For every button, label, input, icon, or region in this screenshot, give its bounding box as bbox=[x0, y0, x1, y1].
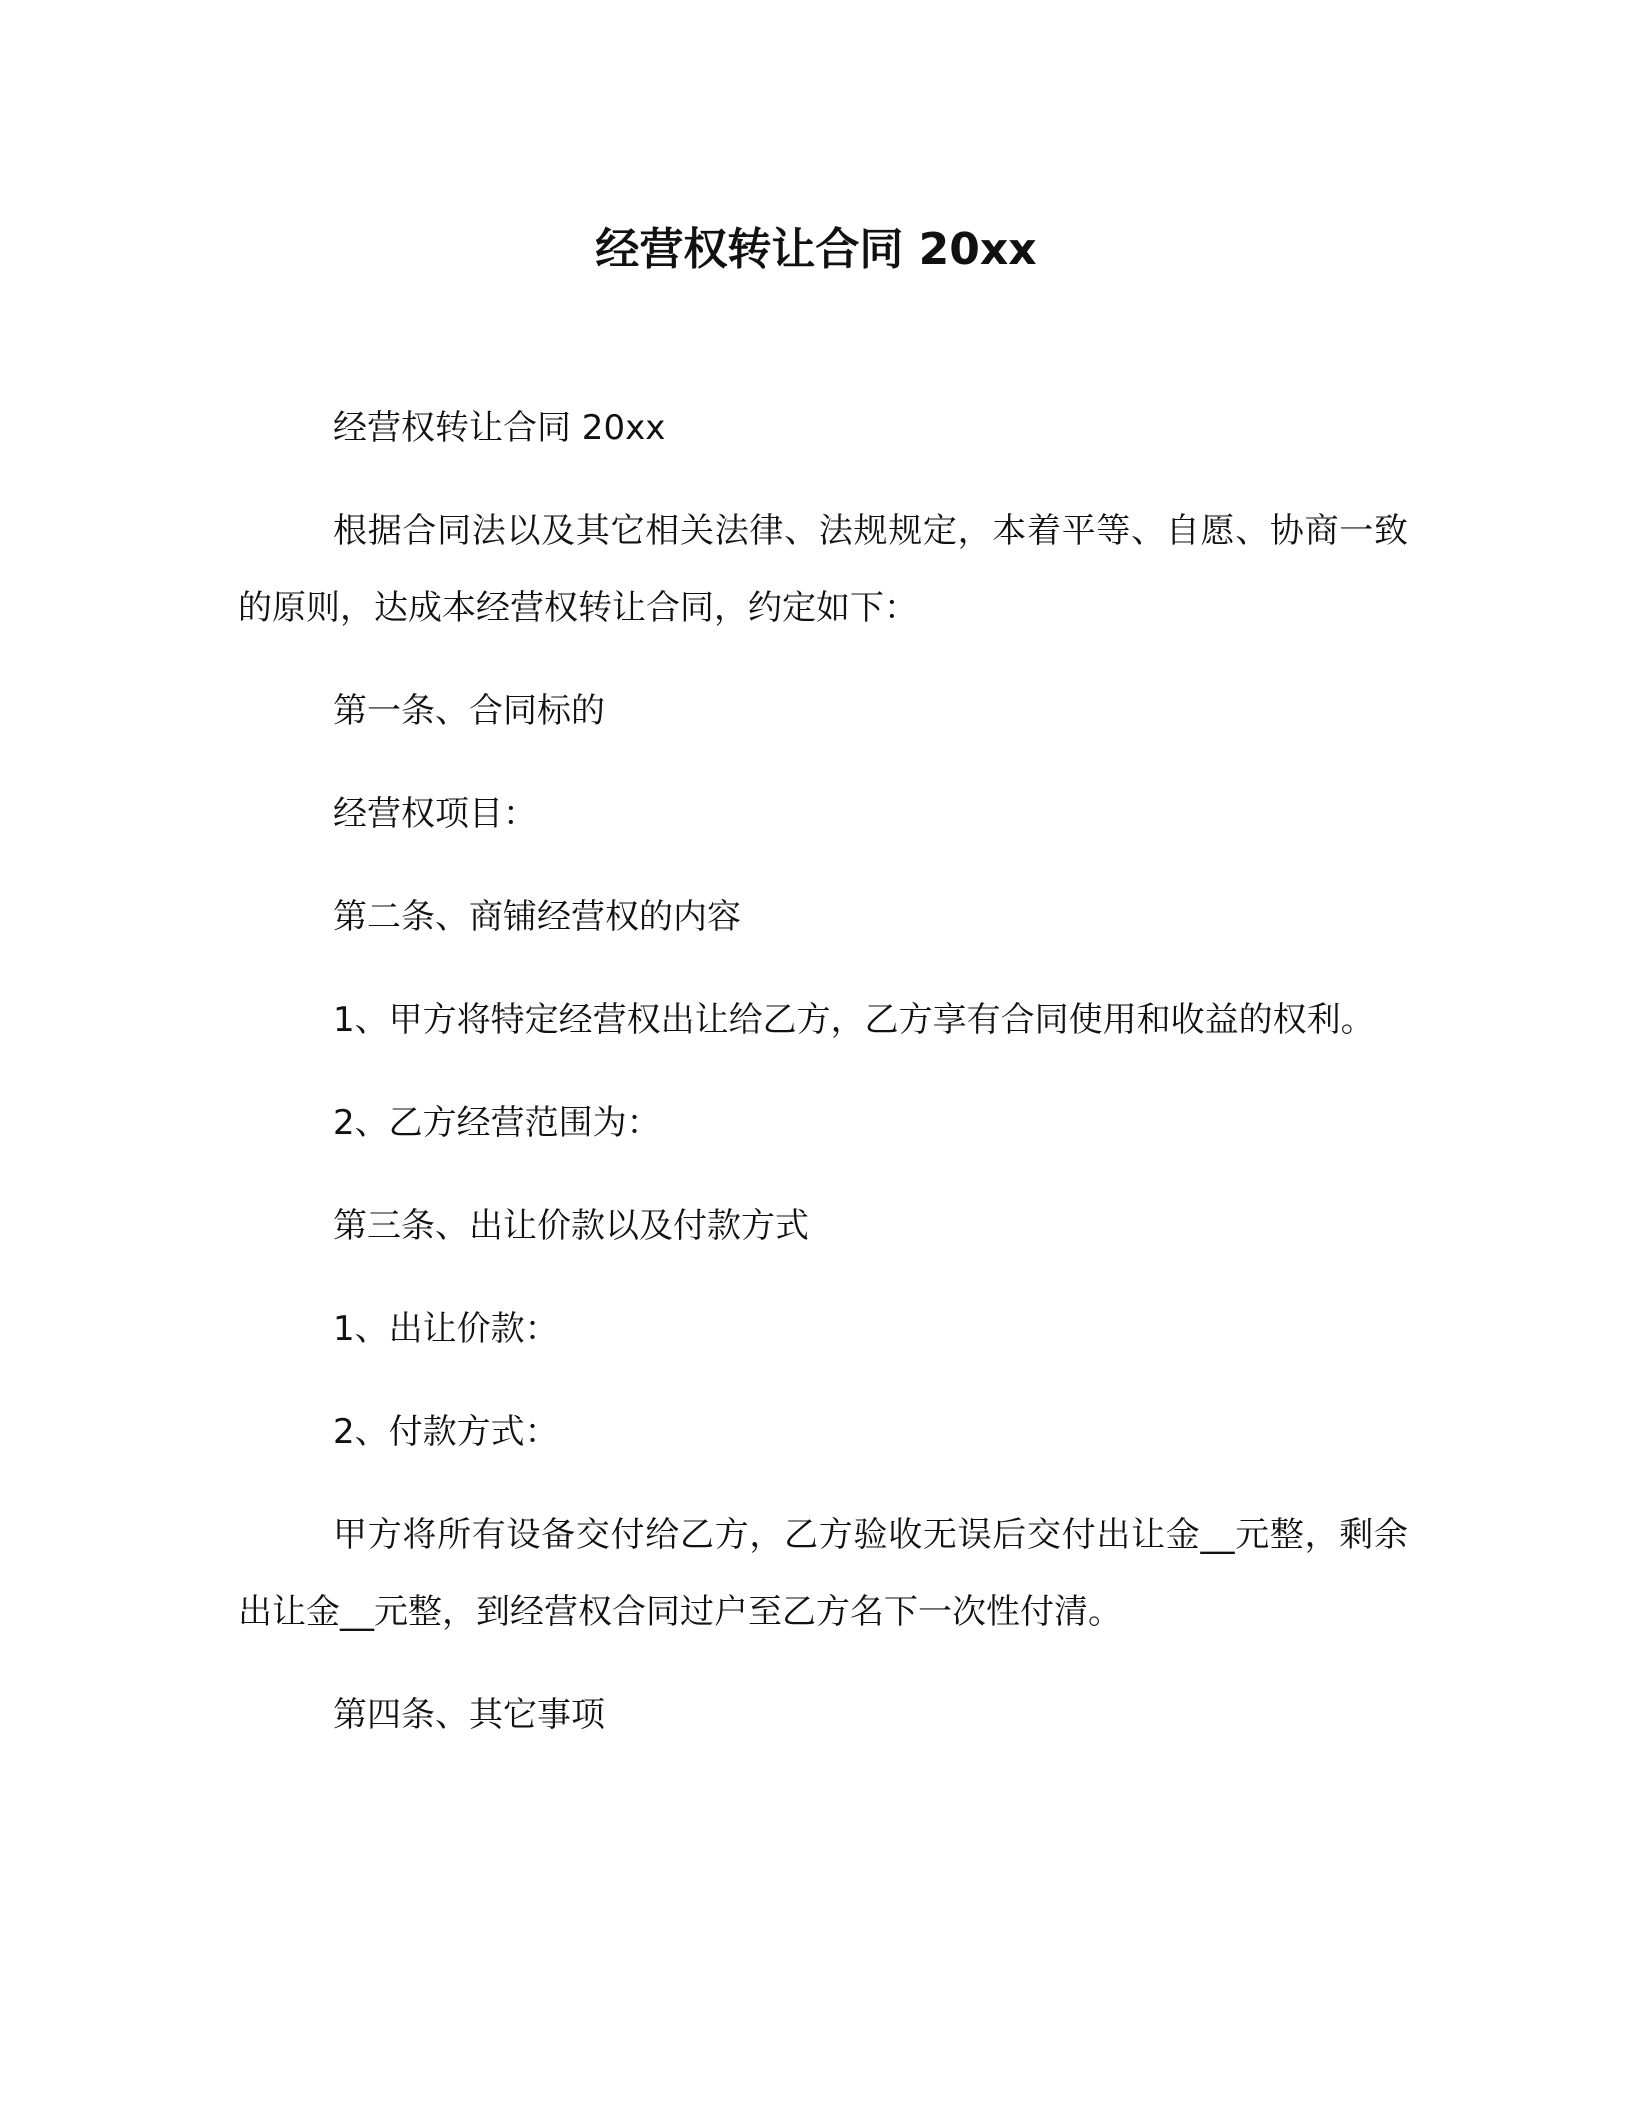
document-body bbox=[238, 390, 1408, 1780]
article-3-heading: 第三条、出让价款以及付款方式 bbox=[333, 1206, 809, 1246]
paragraph-subtitle: 经营权转让合同 20xx bbox=[333, 408, 666, 448]
paragraph-project: 经营权项目： bbox=[333, 794, 537, 834]
article-4-heading: 第四条、其它事项 bbox=[333, 1695, 605, 1735]
article-2-item-1: 1、甲方将特定经营权出让给乙方，乙方享有合同使用和收益的权利。 bbox=[333, 1000, 1375, 1040]
article-3-item-2: 2、付款方式： bbox=[333, 1412, 559, 1452]
paragraph-preamble: 根据合同法以及其它相关法律、法规规定，本着平等、自愿、协商一致的原则，达成本经营权转让合同，约定如下： bbox=[238, 511, 1408, 628]
article-1-heading: 第一条、合同标的 bbox=[333, 691, 605, 731]
article-2-item-2: 2、乙方经营范围为： bbox=[333, 1103, 661, 1143]
article-3-item-1: 1、出让价款： bbox=[333, 1309, 559, 1349]
document-title: 经营权转让合同 20xx bbox=[595, 224, 1037, 275]
paragraph-payment-terms: 甲方将所有设备交付给乙方，乙方验收无误后交付出让金__元整，剩余出让金__元整，到经营权合同过户至乙方名下一次性付清。 bbox=[238, 1515, 1408, 1632]
article-2-heading: 第二条、商铺经营权的内容 bbox=[333, 897, 741, 937]
